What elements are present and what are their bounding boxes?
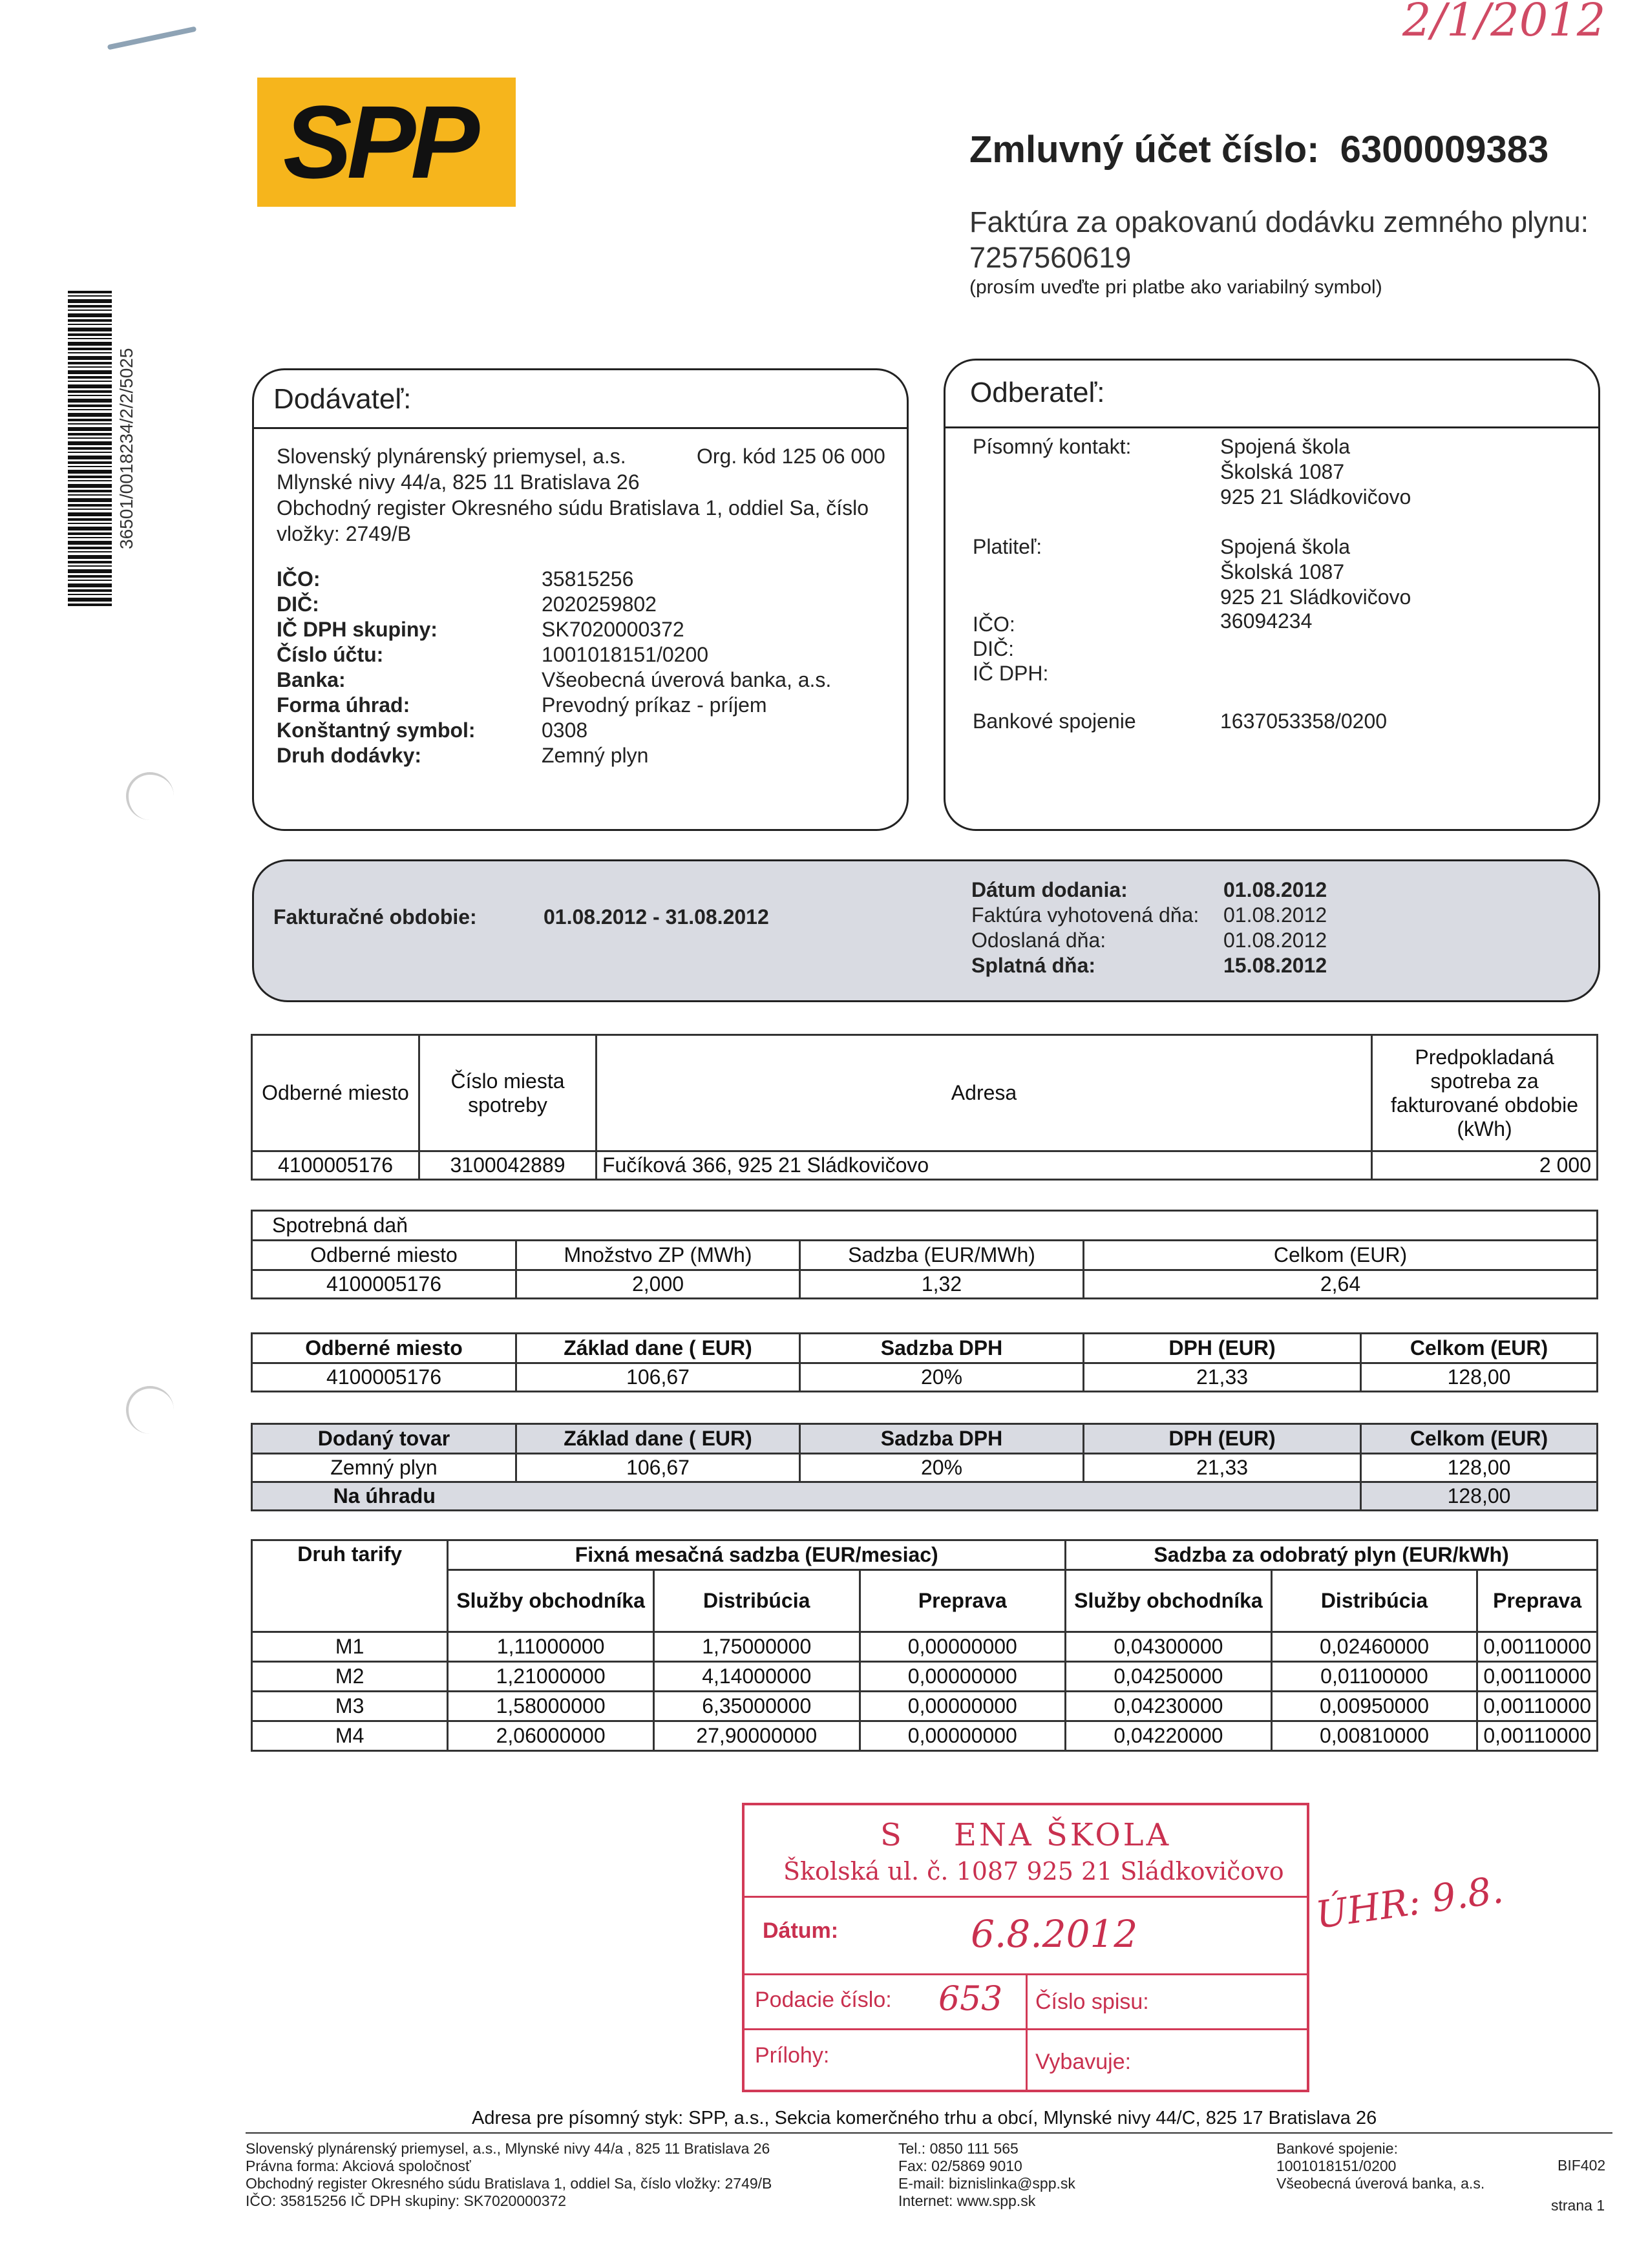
- customer-payer-line: Spojená škola: [1220, 535, 1351, 558]
- date-label: Dátum dodania:: [971, 878, 1128, 901]
- table-cell: M3: [252, 1692, 448, 1721]
- date-label: Splatná dňa:: [971, 954, 1096, 977]
- supplier-field-value: Zemný plyn: [542, 744, 649, 767]
- footer-page-number: strana 1: [1551, 2197, 1605, 2214]
- customer-bank-label: Bankové spojenie: [973, 709, 1136, 733]
- supplier-field-value: SK7020000372: [542, 618, 684, 641]
- date-value: 01.08.2012: [1223, 903, 1327, 927]
- table-cell: 2,000: [516, 1270, 800, 1299]
- vat-table: [251, 1332, 1598, 1392]
- stamp-prilohy-label: Prílohy:: [755, 2043, 830, 2068]
- invoice-subtitle: Faktúra za opakovanú dodávku zemného plynu:: [969, 205, 1589, 238]
- col-header: Druh tarify: [252, 1540, 448, 1632]
- table-cell: 3100042889: [419, 1151, 597, 1180]
- customer-heading: Odberateľ:: [970, 377, 1105, 408]
- col-header: Odberné miesto: [252, 1334, 516, 1363]
- table-cell: 4100005176: [252, 1270, 516, 1299]
- table-cell: 0,00110000: [1477, 1692, 1598, 1721]
- supplier-field-value: 2020259802: [542, 593, 657, 616]
- footer-line: Internet: www.spp.sk: [898, 2192, 1036, 2209]
- footer-rule: [246, 2132, 1612, 2134]
- table-cell: 0,00000000: [860, 1692, 1066, 1721]
- supplier-field-value: 35815256: [542, 567, 634, 591]
- col-header: Distribúcia: [653, 1570, 860, 1632]
- table-cell: 21,33: [1084, 1363, 1361, 1392]
- table-cell: M4: [252, 1721, 448, 1751]
- footer-line: Všeobecná úverová banka, a.s.: [1276, 2175, 1485, 2192]
- supplier-field-value: Všeobecná úverová banka, a.s.: [542, 668, 832, 691]
- table-cell: 0,04300000: [1066, 1632, 1272, 1662]
- col-header: Celkom (EUR): [1084, 1241, 1598, 1270]
- consumption-place-table: [251, 1034, 1598, 1181]
- col-header: Sadzba DPH: [800, 1424, 1084, 1454]
- stamp-podacie-value: 653: [938, 1980, 1003, 2019]
- stamp-vertical-divider: [1026, 1973, 1028, 2090]
- table-cell: M1: [252, 1632, 448, 1662]
- table-cell: 128,00: [1361, 1363, 1598, 1392]
- col-header: Predpokladaná spotreba za fakturované obdobie (kWh): [1372, 1035, 1598, 1151]
- supplier-field-value: Prevodný príkaz - príjem: [542, 693, 767, 717]
- table-cell: 106,67: [516, 1454, 800, 1482]
- handwritten-date-top: 2/1/2012: [1402, 0, 1606, 47]
- customer-contact-line: 925 21 Sládkovičovo: [1220, 485, 1411, 509]
- table-cell: 0,01100000: [1271, 1662, 1477, 1692]
- supplier-field-value: 1001018151/0200: [542, 643, 709, 666]
- table-cell: 0,00000000: [860, 1662, 1066, 1692]
- col-header: Služby obchodníka: [1066, 1570, 1272, 1632]
- footer-line: Slovenský plynárenský priemysel, a.s., Mlynské nivy 44/a , 825 11 Bratislava 26: [246, 2140, 770, 2157]
- table-cell: 20%: [800, 1363, 1084, 1392]
- date-value: 15.08.2012: [1223, 954, 1327, 977]
- col-header: DPH (EUR): [1084, 1424, 1361, 1454]
- table-cell: 2 000: [1372, 1151, 1598, 1180]
- logo-text: SPP: [283, 84, 475, 200]
- table-cell: 0,04250000: [1066, 1662, 1272, 1692]
- staple-mark: [107, 26, 197, 50]
- customer-divider: [945, 426, 1598, 428]
- tariff-table: [251, 1539, 1598, 1752]
- total-spacer: [516, 1482, 1361, 1511]
- stamp-line1: S ENA ŠKOLA: [880, 1817, 1172, 1853]
- customer-icdph-label: IČ DPH:: [973, 662, 1049, 685]
- col-header: Sadzba DPH: [800, 1334, 1084, 1363]
- supplier-divider: [254, 427, 907, 429]
- table-cell: M2: [252, 1662, 448, 1692]
- customer-bank: 1637053358/0200: [1220, 709, 1388, 733]
- supplier-field-label: DIČ:: [277, 593, 319, 616]
- table-cell: 0,00110000: [1477, 1721, 1598, 1751]
- table-cell: 1,75000000: [653, 1632, 860, 1662]
- table-row: [252, 1721, 1598, 1751]
- customer-payer-line: Školská 1087: [1220, 560, 1345, 583]
- table-cell: 0,02460000: [1271, 1632, 1477, 1662]
- col-group-header: Fixná mesačná sadzba (EUR/mesiac): [448, 1540, 1066, 1570]
- contract-account-title: Zmluvný účet číslo: 6300009383: [969, 129, 1549, 171]
- billing-period-label: Fakturačné obdobie:: [273, 905, 477, 929]
- stamp-podacie-label: Podacie číslo:: [755, 1988, 892, 2012]
- col-header: Množstvo ZP (MWh): [516, 1241, 800, 1270]
- col-header: Odberné miesto: [252, 1241, 516, 1270]
- table-cell: 4,14000000: [653, 1662, 860, 1692]
- barcode-number: 36501/0018234/2/2/5025: [116, 348, 136, 549]
- excise-tax-table: [251, 1210, 1598, 1299]
- date-value: 01.08.2012: [1223, 878, 1327, 901]
- table-cell: 21,33: [1084, 1454, 1361, 1482]
- table-cell: 6,35000000: [653, 1692, 860, 1721]
- handwritten-payment-note: ÚHR: 9.8.: [1313, 1867, 1506, 1937]
- total-label: Na úhradu: [252, 1482, 516, 1511]
- table-cell: 128,00: [1361, 1454, 1598, 1482]
- col-header: Distribúcia: [1271, 1570, 1477, 1632]
- col-header: Odberné miesto: [252, 1035, 419, 1151]
- punch-hole: [126, 1386, 174, 1434]
- supplier-field-label: IČO:: [277, 567, 321, 591]
- col-header: Adresa: [597, 1035, 1372, 1151]
- table-cell: 20%: [800, 1454, 1084, 1482]
- goods-table: [251, 1423, 1598, 1511]
- col-header: Preprava: [860, 1570, 1066, 1632]
- punch-hole: [126, 772, 174, 820]
- customer-ico: 36094234: [1220, 609, 1313, 633]
- supplier-field-label: Číslo účtu:: [277, 643, 384, 666]
- footer-col-company: [246, 2140, 772, 2210]
- supplier-field-label: IČ DPH skupiny:: [277, 618, 438, 641]
- variable-symbol: 7257560619: [969, 241, 1132, 274]
- footer-form-code: BIF402: [1558, 2157, 1606, 2174]
- customer-contact-line: Školská 1087: [1220, 460, 1345, 483]
- stamp-divider: [745, 1896, 1307, 1898]
- table-cell: 0,00810000: [1271, 1721, 1477, 1751]
- table-cell: 1,11000000: [448, 1632, 654, 1662]
- supplier-field-value: 0308: [542, 719, 588, 742]
- table-cell: 0,00000000: [860, 1632, 1066, 1662]
- table-cell: 1,21000000: [448, 1662, 654, 1692]
- footer-address: Adresa pre písomný styk: SPP, a.s., Sekcia komerčného trhu a obcí, Mlynské nivy 44/C, 825 17 Bratislava 26: [472, 2108, 1377, 2128]
- barcode: [68, 291, 112, 607]
- stamp-date-label: Dátum:: [763, 1918, 839, 1943]
- col-header: Základ dane ( EUR): [516, 1334, 800, 1363]
- col-header: Dodaný tovar: [252, 1424, 516, 1454]
- customer-contact-line: Spojená škola: [1220, 435, 1351, 458]
- table-cell: 2,64: [1084, 1270, 1598, 1299]
- table-cell: 0,00000000: [860, 1721, 1066, 1751]
- col-header: Číslo miesta spotreby: [419, 1035, 597, 1151]
- billing-period-box: [252, 859, 1600, 1002]
- footer-line: Fax: 02/5869 9010: [898, 2158, 1022, 2174]
- supplier-field-label: Forma úhrad:: [277, 693, 410, 717]
- stamp-vybavuje-label: Vybavuje:: [1035, 2050, 1132, 2074]
- stamp-divider: [745, 2028, 1307, 2030]
- col-header: Služby obchodníka: [448, 1570, 654, 1632]
- footer-line: Tel.: 0850 111 565: [898, 2140, 1019, 2157]
- table-cell: 4100005176: [252, 1151, 419, 1180]
- customer-box: [944, 359, 1600, 831]
- table-row: [252, 1662, 1598, 1692]
- col-header: Sadzba (EUR/MWh): [800, 1241, 1084, 1270]
- table-cell: 0,00950000: [1271, 1692, 1477, 1721]
- date-value: 01.08.2012: [1223, 929, 1327, 952]
- variable-symbol-note: (prosím uveďte pri platbe ako variabilný symbol): [969, 277, 1382, 298]
- table-cell: 27,90000000: [653, 1721, 860, 1751]
- customer-ico-label: IČO:: [973, 613, 1015, 636]
- table-cell: 0,04220000: [1066, 1721, 1272, 1751]
- table-row: [252, 1632, 1598, 1662]
- table-cell: 0,00110000: [1477, 1632, 1598, 1662]
- customer-payer-line: 925 21 Sládkovičovo: [1220, 585, 1411, 609]
- table-cell: Zemný plyn: [252, 1454, 516, 1482]
- col-group-header: Sadzba za odobratý plyn (EUR/kWh): [1066, 1540, 1598, 1570]
- registry-stamp: [742, 1803, 1309, 2092]
- supplier-field-label: Banka:: [277, 668, 346, 691]
- customer-payer-label: Platiteľ:: [973, 535, 1042, 558]
- footer-line: Právna forma: Akciová spoločnosť: [246, 2158, 471, 2174]
- col-header: Celkom (EUR): [1361, 1424, 1598, 1454]
- supplier-field-label: Druh dodávky:: [277, 744, 422, 767]
- footer-line: IČO: 35815256 IČ DPH skupiny: SK7020000372: [246, 2192, 567, 2209]
- stamp-cislo-label: Číslo spisu:: [1035, 1990, 1149, 2014]
- col-header: Preprava: [1477, 1570, 1598, 1632]
- table-cell: 2,06000000: [448, 1721, 654, 1751]
- total-value: 128,00: [1361, 1482, 1598, 1511]
- table-cell: 106,67: [516, 1363, 800, 1392]
- supplier-register-cont: vložky: 2749/B: [277, 522, 412, 545]
- col-header: Celkom (EUR): [1361, 1334, 1598, 1363]
- date-label: Odoslaná dňa:: [971, 929, 1106, 952]
- table-title: Spotrebná daň: [252, 1211, 1598, 1241]
- billing-period-value: 01.08.2012 - 31.08.2012: [544, 905, 769, 929]
- col-header: Základ dane ( EUR): [516, 1424, 800, 1454]
- spp-logo: [257, 78, 516, 207]
- table-row: [252, 1692, 1598, 1721]
- table-cell: 1,32: [800, 1270, 1084, 1299]
- supplier-field-label: Konštantný symbol:: [277, 719, 476, 742]
- table-cell: 1,58000000: [448, 1692, 654, 1721]
- supplier-name: Slovenský plynárenský priemysel, a.s.: [277, 445, 626, 468]
- table-cell: 0,04230000: [1066, 1692, 1272, 1721]
- customer-contact-label: Písomný kontakt:: [973, 435, 1132, 458]
- table-cell: 0,00110000: [1477, 1662, 1598, 1692]
- footer-line: Bankové spojenie:: [1276, 2140, 1398, 2157]
- supplier-heading: Dodávateľ:: [273, 383, 412, 415]
- stamp-date-value: 6.8.2012: [971, 1912, 1138, 1956]
- date-label: Faktúra vyhotovená dňa:: [971, 903, 1199, 927]
- customer-dic-label: DIČ:: [973, 637, 1014, 660]
- stamp-line2: Školská ul. č. 1087 925 21 Sládkovičovo: [783, 1857, 1284, 1885]
- supplier-register: Obchodný register Okresného súdu Bratislava 1, oddiel Sa, číslo: [277, 496, 869, 520]
- supplier-box: [252, 368, 909, 831]
- footer-line: E-mail: biznislinka@spp.sk: [898, 2175, 1075, 2192]
- table-cell: 4100005176: [252, 1363, 516, 1392]
- supplier-org-code: Org. kód 125 06 000: [697, 445, 885, 468]
- footer-line: Obchodný register Okresného súdu Bratislava 1, oddiel Sa, číslo vložky: 2749/B: [246, 2175, 772, 2192]
- supplier-address: Mlynské nivy 44/a, 825 11 Bratislava 26: [277, 470, 640, 494]
- footer-line: 1001018151/0200: [1276, 2158, 1397, 2174]
- col-header: DPH (EUR): [1084, 1334, 1361, 1363]
- footer-col-bank: [1276, 2140, 1484, 2192]
- table-cell: Fučíková 366, 925 21 Sládkovičovo: [597, 1151, 1372, 1180]
- footer-col-contact: [898, 2140, 1075, 2210]
